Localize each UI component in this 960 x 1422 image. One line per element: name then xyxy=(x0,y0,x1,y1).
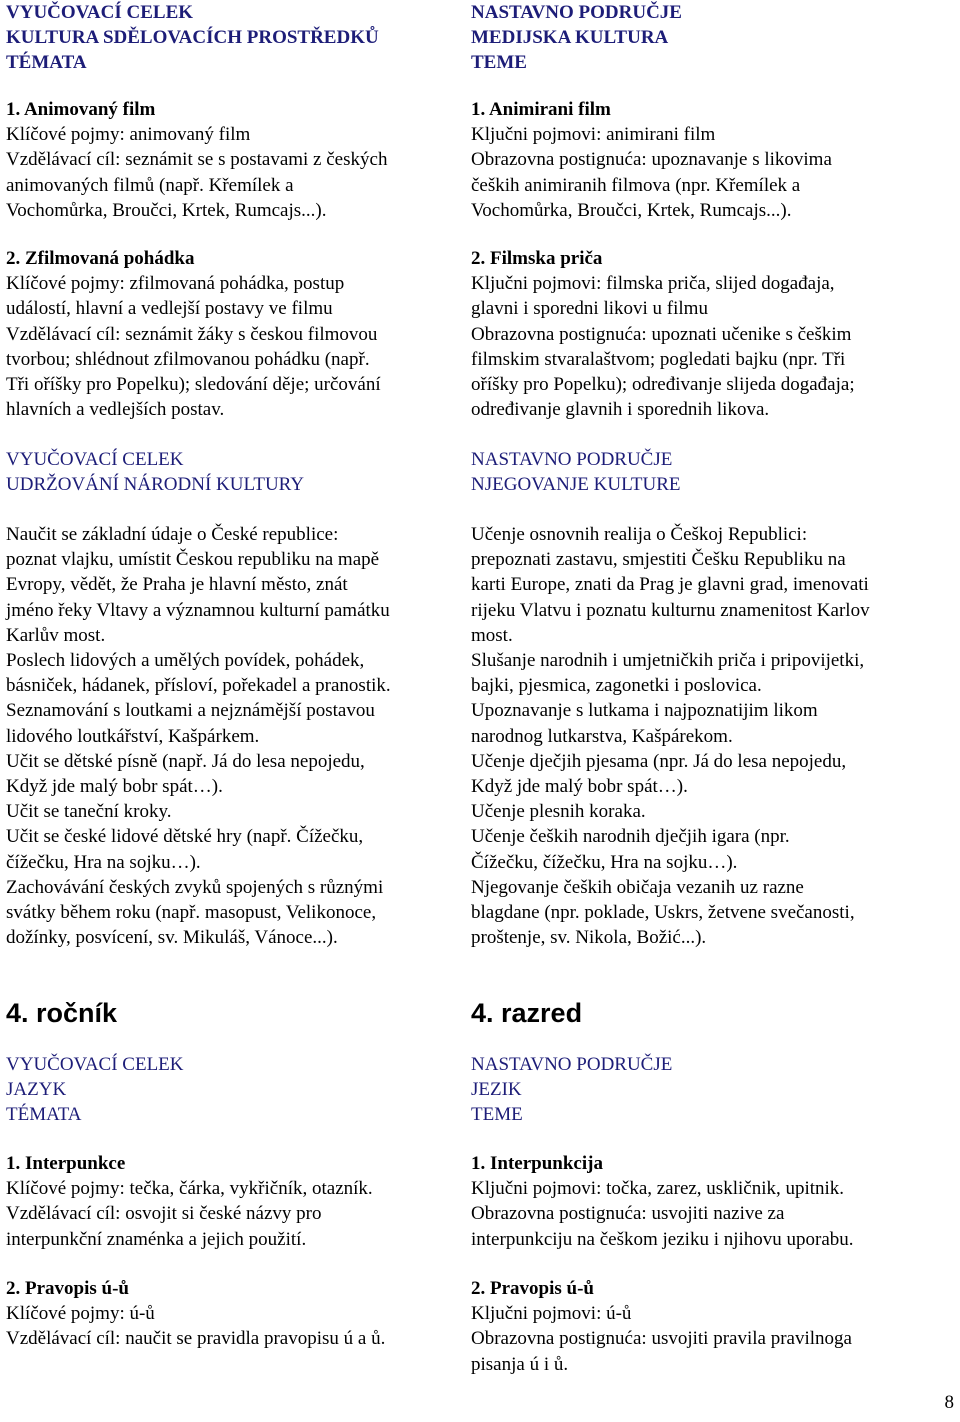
heading-line: JAZYK xyxy=(6,1079,67,1101)
topic-line: filmskim stvaralaštvom; pogledati bajku (npr. Tři xyxy=(471,348,846,370)
topic-line: hlavních a vedlejších postav. xyxy=(6,399,225,421)
topic-line: Ključni pojmovi: točka, zarez, uskličnik, upitnik. xyxy=(471,1178,845,1200)
body-line: narodnog lutkarstva, Kašpárekom. xyxy=(471,725,733,747)
topic-line: oříšky pro Popelku); određivanje slijeda događaja; xyxy=(471,374,855,396)
body-line: Učenje osnovnih realija o Češkoj Republici: xyxy=(471,524,808,545)
topic-line: Klíčové pojmy: ú-ů xyxy=(6,1303,155,1325)
topic-line: glavni i sporedni likovi u filmu xyxy=(471,298,708,320)
croatian-grade-title: 4. razred xyxy=(471,998,583,1028)
czech-language-topic-2 xyxy=(6,1276,385,1352)
body-line: Naučit se základní údaje o České republice: xyxy=(6,524,339,545)
topic-line: animovaných filmů (např. Křemílek a xyxy=(6,174,294,196)
body-line: básniček, hádanek, přísloví, pořekadel a pranostik. xyxy=(6,675,391,697)
topic-title: 1. Interpunkcija xyxy=(471,1153,603,1174)
heading-line: VYUČOVACÍ CELEK xyxy=(6,2,194,23)
heading-line: NASTAVNO PODRUČJE xyxy=(471,449,673,470)
czech-grade-title: 4. ročník xyxy=(6,998,118,1028)
topic-line: Vochomůrka, Broučci, Krtek, Rumcajs...). xyxy=(471,199,792,221)
body-line: čížečku, Hra na sojku…). xyxy=(6,851,201,873)
body-line: lidového loutkářství, Kašpárkem. xyxy=(6,725,260,747)
heading-line: JEZIK xyxy=(471,1079,522,1101)
topic-title: 1. Animovaný film xyxy=(6,99,156,120)
czech-heritage-heading xyxy=(6,447,304,497)
body-line: Zachovávání českých zvyků spojených s různými xyxy=(6,876,384,898)
body-line: Učit se české lidové dětské hry (např. Čížečku, xyxy=(6,826,364,848)
page-number: 8 xyxy=(944,1392,954,1413)
body-line: dožínky, posvícení, sv. Mikuláš, Vánoce...). xyxy=(6,927,338,949)
body-line: Čížečku, čížečku, Hra na sojku…). xyxy=(471,851,738,873)
topic-line: interpunkciju na češkom jeziku i njihovu uporabu. xyxy=(471,1228,854,1250)
czech-topic-1 xyxy=(6,97,387,223)
body-line: most. xyxy=(471,624,513,646)
heading-line: NASTAVNO PODRUČJE xyxy=(471,1054,673,1075)
topic-line: Vzdělávací cíl: seznámit se s postavami z českých xyxy=(6,149,388,171)
heading-line: VYUČOVACÍ CELEK xyxy=(6,449,184,470)
body-line: rijeku Vlatvu i poznatu kulturnu znamenitost Karlov xyxy=(471,599,870,621)
croatian-language-topic-2 xyxy=(471,1276,852,1377)
heading-line: NASTAVNO PODRUČJE xyxy=(471,2,682,23)
topic-title: 2. Pravopis ú-ů xyxy=(6,1278,129,1299)
body-line: Když jde malý bobr spát…). xyxy=(6,776,223,798)
body-line: Učit se taneční kroky. xyxy=(6,801,172,823)
topic-line: Obrazovna postignuća: usvojiti pravila pravilnoga xyxy=(471,1328,852,1350)
topic-line: Vzdělávací cíl: naučit se pravidla pravopisu ú a ů. xyxy=(6,1328,386,1350)
body-line: karti Europe, znati da Prag je glavni grad, imenovati xyxy=(471,574,869,596)
heading-line: MEDIJSKA KULTURA xyxy=(471,27,669,49)
topic-line: čeških animiranih filmova (npr. Křemílek a xyxy=(471,174,801,196)
topic-title: 2. Pravopis ú-ů xyxy=(471,1278,594,1299)
body-line: Slušanje narodnih i umjetničkih priča i pripovijetki, xyxy=(471,650,865,672)
heading-line: TÉMATA xyxy=(6,52,87,74)
heading-line: VYUČOVACÍ CELEK xyxy=(6,1054,184,1075)
heading-line: KULTURA SDĚLOVACÍCH PROSTŘEDKŮ xyxy=(6,27,379,49)
topic-title: 2. Filmska priča xyxy=(471,248,603,269)
topic-line: Obrazovna postignuća: usvojiti nazive za xyxy=(471,1203,785,1225)
topic-line: Ključni pojmovi: filmska priča, slijed događaja, xyxy=(471,273,835,295)
topic-line: interpunkční znaménka a jejich použití. xyxy=(6,1228,307,1250)
heading-line: TÉMATA xyxy=(6,1104,82,1126)
body-line: Evropy, vědět, že Praha je hlavní město, znát xyxy=(6,574,348,596)
body-line: Když jde malý bobr spát…). xyxy=(471,776,688,798)
topic-line: Ključni pojmovi: ú-ů xyxy=(471,1303,632,1325)
topic-title: 1. Animirani film xyxy=(471,99,611,120)
body-line: Učenje čeških narodnih dječjih igara (npr. xyxy=(471,826,790,848)
topic-line: Klíčové pojmy: animovaný film xyxy=(6,124,251,146)
topic-line: Tři oříšky pro Popelku); sledování děje; určování xyxy=(6,374,381,396)
body-line: bajki, pjesmica, zagonetki i poslovica. xyxy=(471,675,762,697)
topic-line: Vzdělávací cíl: seznámit žáky s českou filmovou xyxy=(6,323,378,345)
topic-line: Ključni pojmovi: animirani film xyxy=(471,124,716,146)
body-line: Seznamování s loutkami a nejznámější postavou xyxy=(6,700,375,722)
body-line: prepoznati zastavu, smjestiti Češku Republiku na xyxy=(471,549,846,571)
topic-line: pisanja ú i ů. xyxy=(471,1353,569,1375)
czech-topic-2 xyxy=(6,246,381,422)
croatian-media-heading xyxy=(471,0,682,76)
body-line: poznat vlajku, umístit Českou republiku na mapě xyxy=(6,549,380,571)
topic-line: Obrazovna postignuća: upoznati učenike s češkim xyxy=(471,323,852,345)
czech-heritage-body xyxy=(6,522,391,950)
topic-line: određivanje glavnih i sporednih likova. xyxy=(471,399,770,421)
body-line: proštenje, sv. Nikola, Božić...). xyxy=(471,927,707,949)
body-line: Poslech lidových a umělých povídek, pohádek, xyxy=(6,650,365,672)
body-line: Karlův most. xyxy=(6,624,106,646)
body-line: Njegovanje čeških običaja vezanih uz razne xyxy=(471,876,804,898)
croatian-language-topic-1 xyxy=(471,1151,854,1252)
topic-line: tvorbou; shlédnout zfilmovanou pohádku (např. xyxy=(6,348,370,370)
topic-title: 2. Zfilmovaná pohádka xyxy=(6,248,195,269)
croatian-heritage-body xyxy=(471,522,870,950)
croatian-heritage-heading xyxy=(471,447,681,497)
croatian-topic-2 xyxy=(471,246,855,422)
heading-line: NJEGOVANJE KULTURE xyxy=(471,474,681,496)
topic-title: 1. Interpunkce xyxy=(6,1153,126,1174)
body-line: Učit se dětské písně (např. Já do lesa nepojedu, xyxy=(6,750,365,772)
heading-line: TEME xyxy=(471,52,527,74)
czech-language-heading xyxy=(6,1052,184,1128)
body-line: Učenje plesnih koraka. xyxy=(471,801,646,823)
body-line: jméno řeky Vltavy a významnou kulturní památku xyxy=(6,599,390,621)
body-line: Upoznavanje s lutkama i najpoznatijim likom xyxy=(471,700,818,722)
croatian-topic-1 xyxy=(471,97,832,223)
topic-line: událostí, hlavní a vedlejší postavy ve filmu xyxy=(6,298,333,320)
topic-line: Klíčové pojmy: tečka, čárka, vykřičník, otazník. xyxy=(6,1178,373,1200)
czech-language-topic-1 xyxy=(6,1151,373,1252)
croatian-language-heading xyxy=(471,1052,672,1128)
heading-line: TEME xyxy=(471,1104,523,1126)
body-line: Učenje dječjih pjesama (npr. Já do lesa nepojedu, xyxy=(471,750,847,772)
topic-line: Klíčové pojmy: zfilmovaná pohádka, postup xyxy=(6,273,345,295)
body-line: blagdane (npr. poklade, Uskrs, žetvene svečanosti, xyxy=(471,902,855,924)
body-line: svátky během roku (např. masopust, Velikonoce, xyxy=(6,902,377,924)
topic-line: Vochomůrka, Broučci, Krtek, Rumcajs...). xyxy=(6,199,327,221)
topic-line: Vzdělávací cíl: osvojit si české názvy pro xyxy=(6,1203,322,1225)
topic-line: Obrazovna postignuća: upoznavanje s likovima xyxy=(471,149,832,171)
czech-media-heading xyxy=(6,0,379,76)
heading-line: UDRŽOVÁNÍ NÁRODNÍ KULTURY xyxy=(6,474,305,496)
